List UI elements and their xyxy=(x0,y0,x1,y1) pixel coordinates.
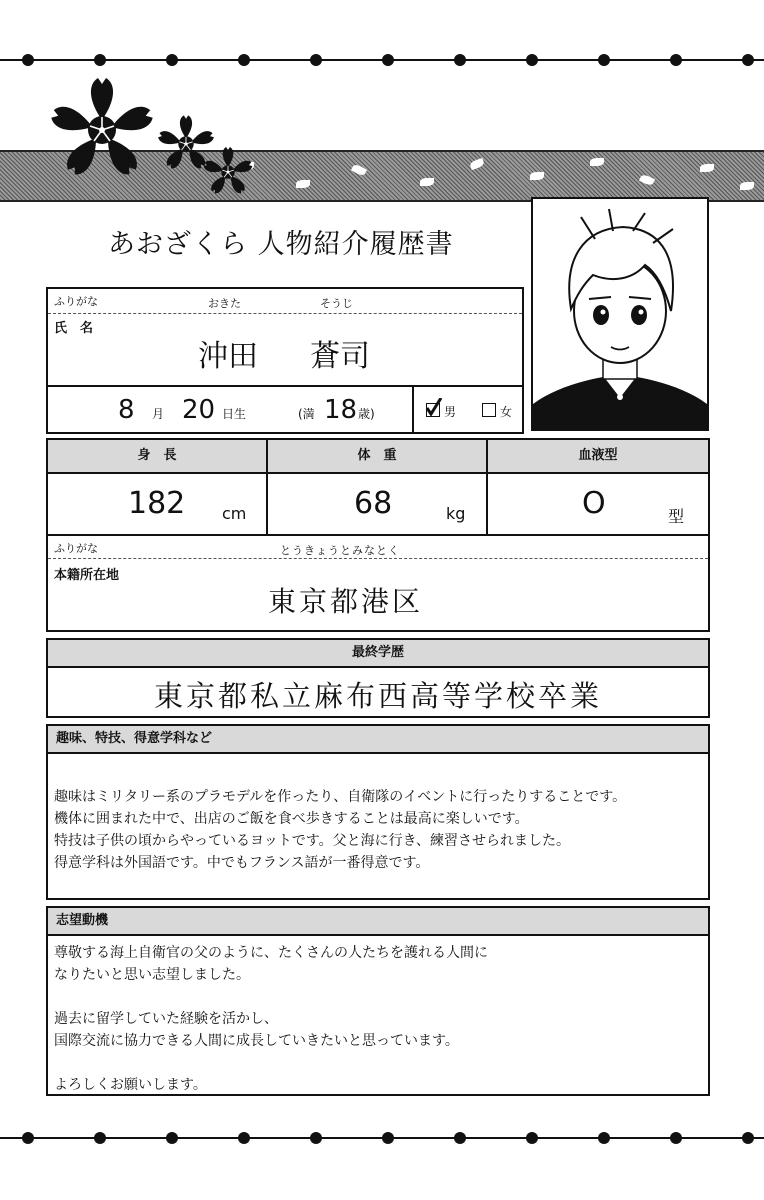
furigana-family: おきた xyxy=(208,297,241,310)
motivation-text xyxy=(54,942,488,1096)
stats-address-box xyxy=(46,438,710,632)
motivation-line: よろしくお願いします。 xyxy=(54,1077,207,1093)
portrait-photo xyxy=(531,197,709,431)
height-label: 身 長 xyxy=(48,440,268,474)
education-value: 東京都私立麻布西高等学校卒業 xyxy=(153,679,602,713)
name-label: 氏 名 xyxy=(54,321,94,336)
birth-month-unit: 月 xyxy=(152,407,165,421)
cherry-blossom-icon xyxy=(36,68,276,208)
female-checkbox[interactable] xyxy=(482,403,496,417)
hobbies-text xyxy=(54,786,626,874)
blood-value: O xyxy=(582,486,606,521)
bottom-dotted-rule xyxy=(0,1128,764,1148)
blood-unit: 型 xyxy=(668,507,685,526)
weight-unit: kg xyxy=(446,504,466,523)
birth-month: 8 xyxy=(118,395,135,425)
birth-day-unit: 日生 xyxy=(222,407,247,421)
hobbies-box xyxy=(46,724,710,900)
height-unit: cm xyxy=(222,504,247,523)
hobbies-line: 機体に囲まれた中で、出店のご飯を食べ歩きすることは最高に楽しいです。 xyxy=(54,811,529,827)
motivation-line xyxy=(54,1052,488,1074)
male-checkbox[interactable] xyxy=(426,403,440,417)
age-value: 18 xyxy=(324,395,358,425)
weight-label: 体 重 xyxy=(268,440,488,474)
female-label: 女 xyxy=(500,405,513,419)
hobbies-line: 趣味はミリタリー系のプラモデルを作ったり、自衛隊のイベントに行ったりすることです。 xyxy=(54,789,627,805)
page-title: あおざくら 人物紹介履歴書 xyxy=(108,229,454,260)
top-dotted-rule xyxy=(0,50,764,70)
motivation-line: 尊敬する海上自衛官の父のように、たくさんの人たちを護れる人間に xyxy=(54,945,488,961)
birth-day: 20 xyxy=(182,395,216,425)
furigana-label: ふりがな xyxy=(54,295,98,308)
male-label: 男 xyxy=(444,405,457,419)
address-value: 東京都港区 xyxy=(268,585,424,618)
motivation-line: 国際交流に協力できる人間に成長していきたいと思っています。 xyxy=(54,1033,459,1049)
motivation-line xyxy=(54,986,488,1008)
weight-value: 68 xyxy=(354,486,393,521)
motivation-line: 過去に留学していた経験を活かし、 xyxy=(54,1011,278,1027)
name-box xyxy=(46,287,524,434)
hobbies-label: 趣味、特技、得意学科など xyxy=(48,726,708,754)
hobbies-line: 得意学科は外国語です。中でもフランス語が一番得意です。 xyxy=(54,855,430,871)
address-furigana: とうきょうとみなとく xyxy=(280,544,400,557)
education-label: 最終学歴 xyxy=(48,640,708,668)
education-box xyxy=(46,638,710,718)
motivation-label: 志望動機 xyxy=(48,908,708,936)
family-name: 沖田 xyxy=(198,339,258,374)
furigana-given: そうじ xyxy=(320,297,353,310)
age-prefix: (満 xyxy=(298,407,315,421)
address-furigana-label: ふりがな xyxy=(54,542,98,555)
address-label: 本籍所在地 xyxy=(54,568,120,583)
blood-label: 血液型 xyxy=(488,440,708,474)
check-icon xyxy=(425,398,443,416)
age-suffix: 歳) xyxy=(358,407,375,421)
motivation-line: なりたいと思い志望しました。 xyxy=(54,967,250,983)
height-value: 182 xyxy=(128,486,186,521)
given-name: 蒼司 xyxy=(310,339,370,374)
motivation-box xyxy=(46,906,710,1096)
hobbies-line: 特技は子供の頃からやっているヨットです。父と海に行き、練習させられました。 xyxy=(54,833,571,849)
